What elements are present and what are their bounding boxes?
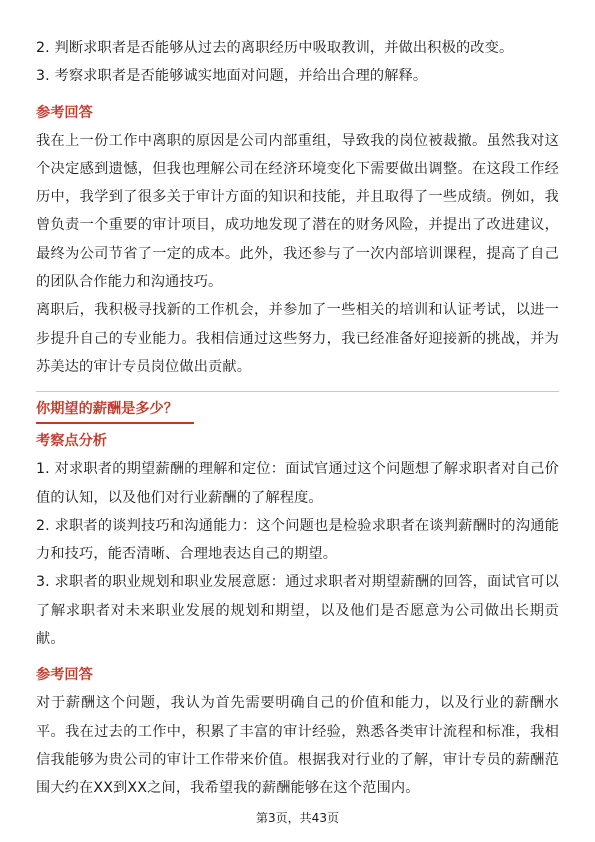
- answer-paragraph: 对于薪酬这个问题，我认为首先需要明确自己的价值和能力，以及行业的薪酬水平。我在过去的工作中，积累了丰富的审计经验，熟悉各类审计流程和标准，我相信我能够为贵公司的审计工作带来价值。根据我对行业的了解，审计专员的薪酬范围大约在XX到XX之间，我希望我的薪酬能够在这个范围内。: [36, 695, 559, 797]
- analysis-heading: 考察点分析: [36, 433, 107, 450]
- list-item: 2. 求职者的谈判技巧和沟通能力：这个问题也是检验求职者在谈判薪酬时的沟通能力和技巧，能否清晰、合理地表达自己的期望。: [36, 517, 559, 563]
- page-number: 第3页，共43页: [256, 811, 339, 825]
- answer-paragraph: 离职后，我积极寻找新的工作机会，并参加了一些相关的培训和认证考试，以进一步提升自己的专业能力。我相信通过这些努力，我已经准备好迎接新的挑战，并为苏美达的审计专员岗位做出贡献。: [36, 302, 559, 375]
- section-divider: [36, 391, 559, 392]
- reference-answer-heading: 参考回答: [36, 104, 93, 121]
- question-title: 你期望的薪酬是多少？: [36, 401, 178, 418]
- answer-paragraph: 我在上一份工作中离职的原因是公司内部重组，导致我的岗位被裁撤。虽然我对这个决定感到遗憾，但我也理解公司在经济环境变化下需要做出调整。在这段工作经历中，我学到了很多关于审计方面的知识和技能，并且取得了一些成绩。例如，我曾负责一个重要的审计项目，成功地发现了潜在的财务风险，并提出了改进建议，最终为公司节省了一定的成本。此外，我还参与了一次内部培训课程，提高了自己的团队合作能力和沟通技巧。: [36, 132, 559, 291]
- reference-answer-heading: 参考回答: [36, 667, 93, 684]
- list-item: 3. 求职者的职业规划和职业发展意愿：通过求职者对期望薪酬的回答，面试官可以了解求职者对未来职业发展的规划和期望，以及他们是否愿意为公司做出长期贡献。: [36, 574, 559, 648]
- list-item: 1. 对求职者的期望薪酬的理解和定位：面试官通过这个问题想了解求职者对自己价值的认知，以及他们对行业薪酬的了解程度。: [36, 461, 559, 506]
- list-item: 2. 判断求职者是否能够从过去的离职经历中吸取教训，并做出积极的改变。: [36, 40, 514, 56]
- question-underline: [36, 422, 194, 424]
- document-page: [36, 34, 559, 803]
- list-item: 3. 考察求职者是否能够诚实地面对问题，并给出合理的解释。: [36, 68, 428, 85]
